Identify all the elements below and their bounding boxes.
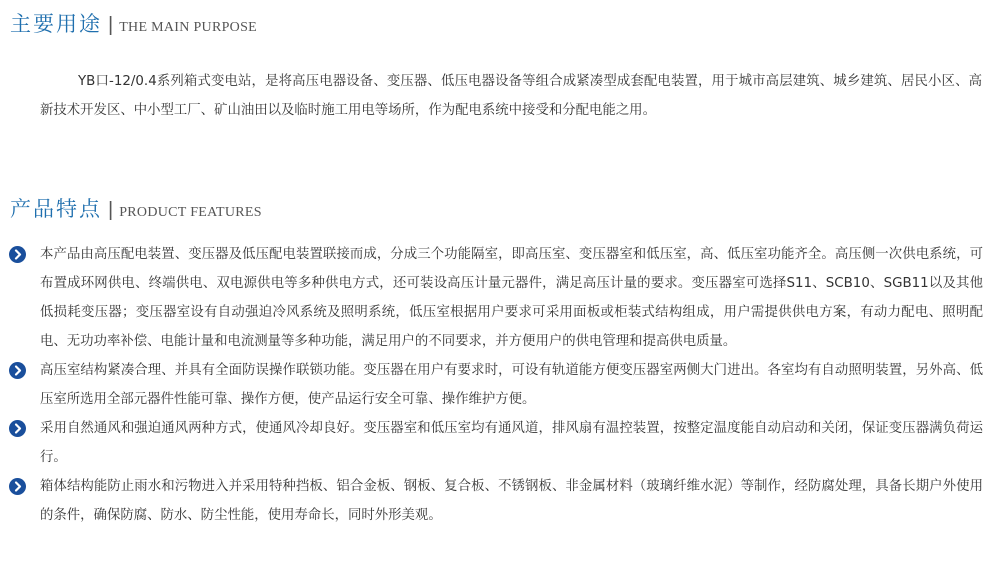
feature-item: [0, 240, 988, 356]
feature-text: 箱体结构能防止雨水和污物进入并采用特种挡板、铝合金板、钢板、复合板、不锈钢板、非金属材料（玻璃纤维水泥）等制作，经防腐处理，具备长期户外使用的条件，确保防腐、防水、防尘性能，使用寿命长，同时外形美观。: [40, 479, 983, 523]
feature-item: [0, 414, 988, 472]
features-heading: [10, 193, 262, 223]
purpose-paragraph: YB口-12/0.4系列箱式变电站，是将高压电器设备、变压器、低压电器设备等组合成紧凑型成套配电装置，用于城市高层建筑、城乡建筑、居民小区、高新技术开发区、中小型工厂、矿山油田以及临时施工用电等场所，作为配电系统中接受和分配电能之用。: [40, 74, 982, 118]
purpose-heading-en: THE MAIN PURPOSE: [119, 20, 258, 35]
feature-text: 采用自然通风和强迫通风两种方式，使通风冷却良好。变压器室和低压室均有通风道，排风扇有温控装置，按整定温度能自动启动和关闭，保证变压器满负荷运行。: [40, 421, 983, 465]
features-list: [0, 240, 988, 530]
feature-item: [0, 356, 988, 414]
chevron-right-circle-icon: [9, 246, 26, 263]
feature-text: 本产品由高压配电装置、变压器及低压配电装置联接而成，分成三个功能隔室，即高压室、变压器室和低压室，高、低压室功能齐全。高压侧一次供电系统，可布置成环网供电、终端供电、双电源供电等多种供电方式，还可装设高压计量元器件，满足高压计量的要求。变压器室可选择S11、SCB10、SGB11以及其他低损耗变压器；变压器室设有自动强迫冷风系统及照明系统，低压室根据用户要求可采用面板或柜装式结构组成，用户需提供供电方案，有动力配电、照明配电、无功功率补偿、电能计量和电流测量等多种功能，满足用户的不同要求，并方便用户的供电管理和提高供电质量。: [40, 247, 983, 349]
purpose-heading-cn: 主要用途: [10, 12, 102, 36]
feature-text: 高压室结构紧凑合理、并具有全面防误操作联锁功能。变压器在用户有要求时，可设有轨道能方便变压器室两侧大门进出。各室均有自动照明装置，另外高、低压室所选用全部元器件性能可靠、操作方便，使产品运行安全可靠、操作维护方便。: [40, 363, 983, 407]
chevron-right-circle-icon: [9, 362, 26, 379]
chevron-right-circle-icon: [9, 478, 26, 495]
heading-separator: |: [108, 199, 114, 221]
features-heading-en: PRODUCT FEATURES: [119, 205, 262, 220]
features-heading-cn: 产品特点: [10, 197, 102, 221]
purpose-heading: [10, 8, 257, 38]
chevron-right-circle-icon: [9, 420, 26, 437]
heading-separator: |: [108, 14, 114, 36]
feature-item: [0, 472, 988, 530]
